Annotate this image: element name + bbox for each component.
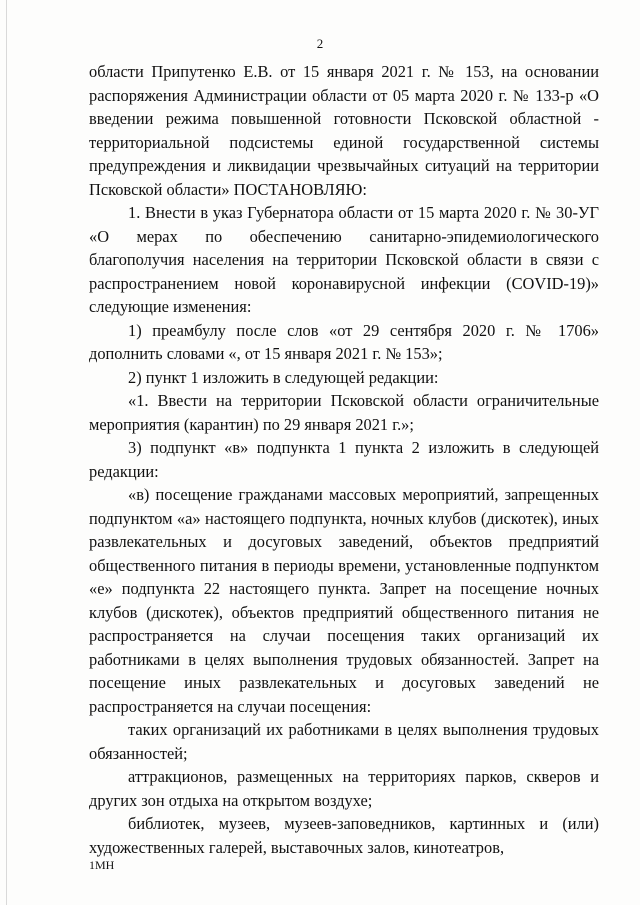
paragraph-preamble-end: области Припутенко Е.В. от 15 января 2021 г. № 153, на основании распоряжения Администрации области от 05 марта 2020 г. № 133-р «О введении режима повышенной готовности Псковской областной - территориальной подсистемы единой государственной системы предупреждения и ликвидации чрезвычайных ситуаций на территории Псковской области» ПОСТАНОВЛЯЮ: — [89, 62, 599, 199]
paragraph-exception-attractions: аттракционов, размещенных на территориях парков, скверов и других зон отдыха на открытом воздухе; — [89, 767, 599, 810]
page-number: 2 — [316, 36, 324, 51]
paragraph-item-1: 1. Внести в указ Губернатора области от 15 марта 2020 г. № 30-УГ «О мерах по обеспечению санитарно-эпидемиологического благополучия населения на территории Псковской области в связи с распространением новой коронавирусной инфекции (COVID-19)» следующие изменения: — [89, 203, 599, 316]
paragraph-exception-workers: таких организаций их работниками в целях выполнения трудовых обязанностей; — [89, 720, 599, 763]
footer-mark: 1МН — [89, 858, 115, 872]
paragraph-quarantine: «1. Ввести на территории Псковской области ограничительные мероприятия (карантин) по 29 января 2021 г.»; — [89, 391, 599, 434]
paragraph-subpoint-v: «в) посещение гражданами массовых мероприятий, запрещенных подпунктом «а» настоящего подпункта, ночных клубов (дискотек), иных развлекательных и досуговых заведений, объектов предприятий общественного питания в периоды времени, установленные подпунктом «е» подпункта 22 настоящего пункта. Запрет на посещение ночных клубов (дискотек), объектов предприятий общественного питания не распространяется на случаи посещения таких организаций их работниками в целях выполнения трудовых обязанностей. Запрет на посещение иных развлекательных и досуговых заведений не распространяется на случаи посещения: — [89, 485, 599, 716]
paragraph-subitem-3: 3) подпункт «в» подпункта 1 пункта 2 изложить в следующей редакции: — [89, 438, 599, 481]
paragraph-exception-libraries: библиотек, музеев, музеев-заповедников, картинных и (или) художественных галерей, выставочных залов, кинотеатров, — [89, 814, 599, 857]
page-edge — [6, 0, 7, 905]
paragraph-subitem-1: 1) преамбулу после слов «от 29 сентября 2020 г. № 1706» дополнить словами «, от 15 января 2021 г. № 153»; — [89, 320, 599, 363]
paragraph-subitem-2: 2) пункт 1 изложить в следующей редакции: — [128, 367, 439, 387]
document-body — [89, 60, 599, 859]
